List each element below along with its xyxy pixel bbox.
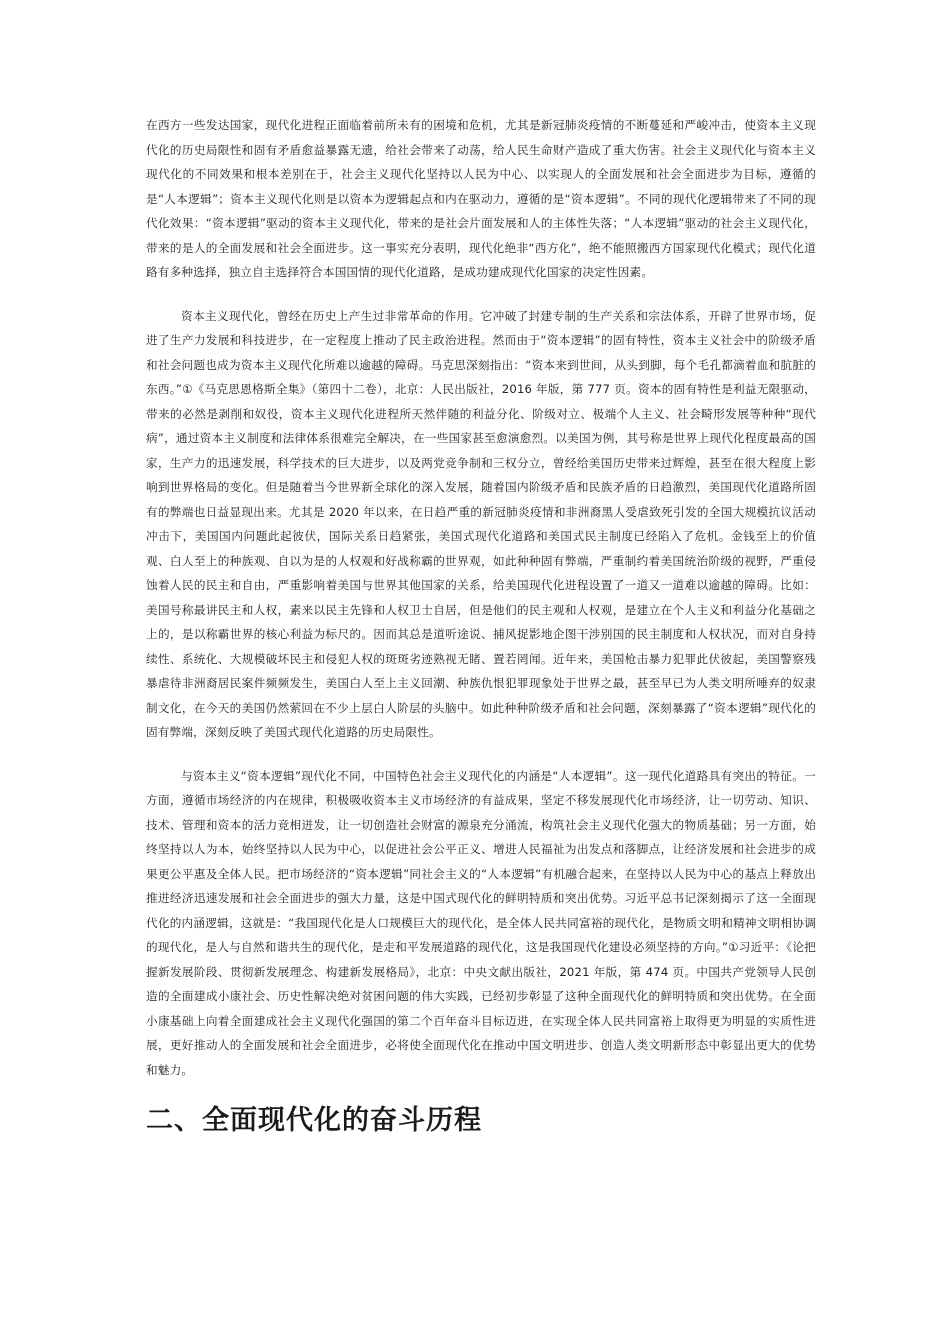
document-body [146,113,816,1141]
paragraph-2: 资本主义现代化，曾经在历史上产生过非常革命的作用。它冲破了封建专制的生产关系和宗法体系，开辟了世界市场，促进了生产力发展和科技进步，在一定程度上推动了民主政治进程。然而由于“资本逻辑”的固有特性，资本主义社会中的阶级矛盾和社会问题也成为资本主义现代化所难以逾越的障碍。马克思深刻指出：“资本来到世间，从头到脚，每个毛孔都滴着血和肮脏的东西。”①《马克思恩格斯全集》（第四十二卷），北京：人民出版社，2016 年版，第 777 页。资本的固有特性是利益无限驱动，带来的必然是剥削和奴役，资本主义现代化进程所天然伴随的利益分化、阶级对立、极端个人主义、社会畸形发展等种种“现代病”，通过资本主义制度和法律体系很难完全解决，在一些国家甚至愈演愈烈。以美国为例，其号称是世界上现代化程度最高的国家，生产力的迅速发展，科学技术的巨大进步，以及两党竞争制和三权分立，曾经给美国历史带来过辉煌，甚至在很大程度上影响到世界格局的变化。但是随着当今世界新全球化的深入发展，随着国内阶级矛盾和民族矛盾的日趋激烈，美国现代化道路所固有的弊端也日益显现出来。尤其是 2020 年以来，在日趋严重的新冠肺炎疫情和非洲裔黑人受虐致死引发的全国大规模抗议活动冲击下，美国国内问题此起彼伏，国际关系日趋紧张，美国式现代化道路和美国式民主制度已经陷入了危机。金钱至上的价值观、白人至上的种族观、自以为是的人权观和好战称霸的世界观，如此种种固有弊端，严重制约着美国统治阶级的视野，严重侵蚀着人民的民主和自由，严重影响着美国与世界其他国家的关系，给美国现代化进程设置了一道又一道难以逾越的障碍。比如：美国号称最讲民主和人权，素来以民主先锋和人权卫士自居，但是他们的民主观和人权观，是建立在个人主义和利益分化基础之上的，是以称霸世界的核心利益为标尺的。因而其总是道听途说、捕风捉影地企图干涉别国的民主制度和人权状况，而对自身持续性、系统化、大规模破坏民主和侵犯人权的斑斑劣迹熟视无睹、置若罔闻。近年来，美国枪击暴力犯罪此伏彼起，美国警察残暴虐待非洲裔居民案件频频发生，美国白人至上主义回潮、种族仇恨犯罪现象处于世界之最，甚至早已为人类文明所唾弃的奴隶制文化，在今天的美国仍然萦回在不少上层白人阶层的头脑中。如此种种阶级矛盾和社会问题，深刻暴露了“资本逻辑”现代化的固有弊端，深刻反映了美国式现代化道路的历史局限性。 [146,308,816,739]
paragraph-3: 与资本主义“资本逻辑”现代化不同，中国特色社会主义现代化的内涵是“人本逻辑”。这一现代化道路具有突出的特征。一方面，遵循市场经济的内在规律，积极吸收资本主义市场经济的有益成果，坚定不移发展现代化市场经济，让一切劳动、知识、技术、管理和资本的活力竞相迸发，让一切创造社会财富的源泉充分涌流，构筑社会主义现代化强大的物质基础；另一方面，始终坚持以人为本，始终坚持以人民为中心，以促进社会公平正义、增进人民福祉为出发点和落脚点，让经济发展和社会进步的成果更公平惠及全体人民。把市场经济的“资本逻辑”同社会主义的“人本逻辑”有机融合起来，在坚持以人民为中心的基点上释放出推进经济迅速发展和社会全面进步的强大力量，这是中国式现代化的鲜明特质和突出优势。习近平总书记深刻揭示了这一全面现代化的内涵逻辑，这就是：“我国现代化是人口规模巨大的现代化，是全体人民共同富裕的现代化，是物质文明和精神文明相协调的现代化，是人与自然和谐共生的现代化，是走和平发展道路的现代化，这是我国现代化建设必须坚持的方向。”①习近平：《论把握新发展阶段、贯彻新发展理念、构建新发展格局》，北京：中央文献出版社，2021 年版，第 474 页。中国共产党领导人民创造的全面建成小康社会、历史性解决绝对贫困问题的伟大实践，已经初步彰显了这种全面现代化的鲜明特质和突出优势。在全面小康基础上向着全面建成社会主义现代化强国的第二个百年奋斗目标迈进，在实现全体人民共同富裕上取得更为明显的实质性进展，更好推动人的全面发展和社会全面进步，必将使全面现代化在推动中国文明进步、创造人类文明新形态中彰显出更大的优势和魅力。 [146,768,816,1077]
section-heading: 二、全面现代化的奋斗历程 [146,1105,482,1136]
paragraph-1: 在西方一些发达国家，现代化进程正面临着前所未有的困境和危机，尤其是新冠肺炎疫情的不断蔓延和严峻冲击，使资本主义现代化的历史局限性和固有矛盾愈益暴露无遗，给社会带来了动荡，给人民生命财产造成了重大伤害。社会主义现代化与资本主义现代化的不同效果和根本差别在于，社会主义现代化坚持以人民为中心、以实现人的全面发展和社会全面进步为目标，遵循的是“人本逻辑”；资本主义现代化则是以资本为逻辑起点和内在驱动力，遵循的是“资本逻辑”。不同的现代化逻辑带来了不同的现代化效果：“资本逻辑”驱动的资本主义现代化，带来的是社会片面发展和人的主体性失落；“人本逻辑”驱动的社会主义现代化，带来的是人的全面发展和社会全面进步。这一事实充分表明，现代化绝非“西方化”，绝不能照搬西方国家现代化模式；现代化道路有多种选择，独立自主选择符合本国国情的现代化道路，是成功建成现代化国家的决定性因素。 [146,118,816,279]
